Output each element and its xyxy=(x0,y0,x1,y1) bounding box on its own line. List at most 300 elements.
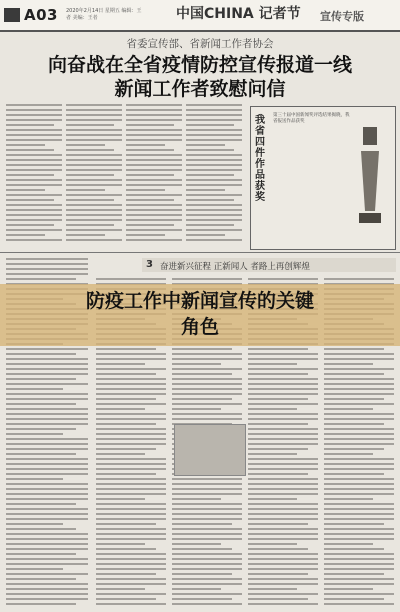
text-line xyxy=(126,224,174,226)
text-line xyxy=(186,224,234,226)
text-line xyxy=(172,498,221,500)
text-line xyxy=(172,583,242,585)
text-line xyxy=(248,433,318,435)
text-line xyxy=(172,478,242,480)
text-line xyxy=(172,393,242,395)
text-line xyxy=(96,523,156,525)
text-line xyxy=(248,548,308,550)
text-line xyxy=(248,348,308,350)
text-line xyxy=(172,388,242,390)
text-line xyxy=(248,448,308,450)
text-line xyxy=(172,353,242,355)
text-line xyxy=(126,104,182,106)
text-line xyxy=(6,219,62,221)
text-line xyxy=(126,109,182,111)
text-line xyxy=(324,398,384,400)
text-line xyxy=(324,388,394,390)
text-line xyxy=(6,538,88,540)
text-line xyxy=(96,508,166,510)
text-line xyxy=(248,523,308,525)
text-line xyxy=(6,229,62,231)
text-line xyxy=(324,528,394,530)
text-line xyxy=(6,363,88,365)
text-line xyxy=(186,189,225,191)
text-line xyxy=(248,558,318,560)
text-line xyxy=(172,513,242,515)
text-line xyxy=(126,149,174,151)
text-line xyxy=(324,278,394,280)
text-line xyxy=(6,388,63,390)
text-line xyxy=(324,488,394,490)
text-line xyxy=(6,393,88,395)
text-line xyxy=(6,518,88,520)
text-line xyxy=(66,134,122,136)
text-line xyxy=(96,408,145,410)
text-line xyxy=(186,159,242,161)
text-column xyxy=(66,104,122,248)
text-line xyxy=(6,408,88,410)
text-line xyxy=(6,488,88,490)
text-line xyxy=(6,383,88,385)
text-line xyxy=(172,368,242,370)
text-line xyxy=(172,483,242,485)
text-line xyxy=(126,214,182,216)
text-line xyxy=(248,528,318,530)
text-line xyxy=(6,358,88,360)
text-line xyxy=(126,229,182,231)
text-line xyxy=(172,348,232,350)
text-line xyxy=(6,154,62,156)
text-line xyxy=(248,398,308,400)
text-line xyxy=(126,184,182,186)
text-line xyxy=(66,119,122,121)
text-line xyxy=(172,493,242,495)
text-line xyxy=(324,368,394,370)
text-line xyxy=(248,598,308,600)
text-line xyxy=(96,438,166,440)
text-line xyxy=(6,109,62,111)
text-line xyxy=(96,483,166,485)
text-line xyxy=(96,388,166,390)
text-line xyxy=(126,199,174,201)
text-line xyxy=(6,458,88,460)
text-line xyxy=(248,278,318,280)
text-line xyxy=(96,383,166,385)
text-line xyxy=(96,548,156,550)
text-line xyxy=(6,378,76,380)
text-line xyxy=(96,488,166,490)
text-line xyxy=(66,139,122,141)
text-line xyxy=(248,353,318,355)
text-line xyxy=(96,393,166,395)
text-line xyxy=(6,263,88,265)
text-line xyxy=(66,129,122,131)
text-line xyxy=(6,523,63,525)
text-line xyxy=(6,398,88,400)
text-line xyxy=(324,593,394,595)
text-line xyxy=(172,558,242,560)
notice-title: 我省四件作品获奖 xyxy=(255,115,265,203)
text-line xyxy=(6,169,62,171)
text-line xyxy=(6,204,62,206)
text-line xyxy=(66,164,122,166)
text-line xyxy=(126,179,182,181)
text-line xyxy=(66,204,122,206)
text-line xyxy=(66,179,122,181)
text-line xyxy=(324,373,384,375)
text-line xyxy=(66,214,122,216)
text-line xyxy=(126,239,182,241)
text-line xyxy=(324,473,384,475)
text-line xyxy=(324,603,394,605)
text-line xyxy=(172,398,232,400)
text-line xyxy=(248,458,318,460)
text-line xyxy=(324,428,394,430)
text-line xyxy=(172,518,242,520)
text-line xyxy=(6,418,88,420)
text-line xyxy=(324,383,394,385)
text-line xyxy=(172,563,242,565)
text-line xyxy=(186,109,242,111)
overlay-title-line-2: 角色 xyxy=(180,316,219,338)
text-line xyxy=(248,363,297,365)
article-headline-line-2: 新闻工作者致慰问信 xyxy=(114,78,286,100)
text-line xyxy=(6,139,62,141)
text-line xyxy=(6,438,88,440)
text-line xyxy=(248,588,297,590)
text-line xyxy=(172,378,242,380)
text-line xyxy=(248,468,318,470)
text-line xyxy=(96,398,156,400)
text-line xyxy=(248,538,318,540)
text-line xyxy=(324,558,394,560)
text-line xyxy=(6,428,76,430)
overlay-banner xyxy=(0,284,400,346)
text-line xyxy=(186,239,242,241)
text-line xyxy=(324,458,394,460)
text-line xyxy=(6,583,88,585)
text-line xyxy=(172,593,242,595)
text-line xyxy=(6,353,76,355)
text-line xyxy=(96,278,166,280)
text-line xyxy=(96,588,145,590)
text-line xyxy=(248,508,318,510)
text-line xyxy=(66,229,122,231)
text-line xyxy=(324,418,394,420)
text-line xyxy=(248,543,297,545)
text-line xyxy=(66,109,122,111)
second-article-headline xyxy=(142,258,396,272)
text-line xyxy=(248,503,318,505)
text-line xyxy=(66,114,122,116)
text-line xyxy=(6,194,62,196)
text-line xyxy=(96,463,166,465)
text-line xyxy=(248,368,318,370)
text-line xyxy=(6,209,62,211)
text-line xyxy=(248,418,318,420)
text-line xyxy=(248,488,318,490)
second-article-number: 3 xyxy=(146,259,153,270)
text-line xyxy=(324,563,394,565)
text-line xyxy=(324,548,384,550)
article-headline-line-1: 向奋战在全省疫情防控宣传报道一线 xyxy=(47,54,352,76)
text-line xyxy=(6,528,76,530)
text-line xyxy=(6,224,54,226)
text-line xyxy=(248,378,318,380)
text-line xyxy=(186,114,242,116)
text-line xyxy=(172,383,242,385)
text-line xyxy=(186,104,242,106)
text-line xyxy=(248,403,318,405)
text-line xyxy=(96,468,166,470)
text-line xyxy=(6,503,76,505)
masthead xyxy=(0,0,400,32)
text-line xyxy=(6,179,62,181)
text-line xyxy=(96,458,166,460)
text-line xyxy=(6,543,88,545)
text-line xyxy=(126,134,182,136)
text-line xyxy=(6,114,62,116)
text-line xyxy=(96,598,156,600)
text-line xyxy=(324,423,384,425)
text-line xyxy=(186,164,242,166)
text-line xyxy=(126,139,182,141)
text-line xyxy=(6,403,76,405)
text-line xyxy=(6,368,88,370)
text-line xyxy=(6,134,62,136)
text-column xyxy=(6,104,62,248)
text-line xyxy=(96,373,156,375)
award-notice-box xyxy=(250,106,396,250)
text-line xyxy=(66,149,114,151)
text-line xyxy=(126,114,182,116)
text-line xyxy=(66,194,122,196)
text-line xyxy=(172,408,221,410)
text-line xyxy=(66,124,114,126)
text-line xyxy=(248,453,297,455)
text-line xyxy=(248,478,318,480)
text-line xyxy=(96,533,166,535)
text-line xyxy=(126,204,182,206)
text-line xyxy=(248,518,318,520)
text-line xyxy=(6,214,62,216)
text-line xyxy=(324,518,394,520)
text-line xyxy=(248,573,308,575)
text-line xyxy=(324,498,373,500)
text-line xyxy=(324,403,394,405)
text-line xyxy=(126,144,165,146)
text-line xyxy=(248,603,318,605)
text-line xyxy=(248,553,318,555)
text-line xyxy=(186,184,242,186)
text-line xyxy=(6,234,45,236)
text-line xyxy=(96,448,156,450)
text-line xyxy=(248,383,318,385)
text-line xyxy=(324,448,384,450)
text-line xyxy=(66,209,122,211)
text-line xyxy=(324,573,384,575)
text-line xyxy=(186,199,234,201)
text-line xyxy=(6,603,76,605)
text-line xyxy=(324,483,394,485)
text-line xyxy=(96,528,166,530)
text-line xyxy=(248,568,318,570)
date-line: 2020年2月14日 星期五 编辑：王者 美编：王者 xyxy=(66,8,142,21)
text-line xyxy=(324,533,394,535)
text-line xyxy=(324,378,394,380)
overlay-title-line-1: 防疫工作中新闻宣传的关键 xyxy=(85,290,314,312)
text-line xyxy=(96,413,166,415)
text-line xyxy=(96,578,166,580)
text-line xyxy=(248,413,318,415)
second-article-title: 奋进新兴征程 正新闻人 者路上再创辉煌 xyxy=(160,262,310,272)
text-line xyxy=(6,493,88,495)
text-line xyxy=(324,513,394,515)
text-line xyxy=(324,493,394,495)
text-column xyxy=(126,104,182,248)
text-line xyxy=(186,144,225,146)
text-line xyxy=(172,573,232,575)
text-line xyxy=(126,164,182,166)
text-line xyxy=(172,528,242,530)
text-line xyxy=(66,224,114,226)
text-line xyxy=(248,563,318,565)
section-name: 宣传专版 xyxy=(320,10,364,23)
text-line xyxy=(126,209,182,211)
text-line xyxy=(172,598,232,600)
text-line xyxy=(248,358,318,360)
text-line xyxy=(324,543,373,545)
text-line xyxy=(186,209,242,211)
text-line xyxy=(324,438,394,440)
text-line xyxy=(248,578,318,580)
text-line xyxy=(66,104,122,106)
text-line xyxy=(6,533,88,535)
text-line xyxy=(126,174,174,176)
text-line xyxy=(248,408,297,410)
text-line xyxy=(66,144,105,146)
text-line xyxy=(96,518,166,520)
text-line xyxy=(248,443,318,445)
text-line xyxy=(248,438,318,440)
text-line xyxy=(172,503,242,505)
text-line xyxy=(6,433,63,435)
text-line xyxy=(6,104,62,106)
text-line xyxy=(96,568,166,570)
text-line xyxy=(96,478,166,480)
text-line xyxy=(186,169,242,171)
text-line xyxy=(96,378,166,380)
text-line xyxy=(6,563,88,565)
text-line xyxy=(324,413,394,415)
text-line xyxy=(248,373,308,375)
text-line xyxy=(172,533,242,535)
text-line xyxy=(324,523,384,525)
text-line xyxy=(66,189,105,191)
text-line xyxy=(6,144,45,146)
text-line xyxy=(324,348,384,350)
text-line xyxy=(6,373,88,375)
text-line xyxy=(6,348,88,350)
text-line xyxy=(66,199,114,201)
text-line xyxy=(6,159,62,161)
text-line xyxy=(96,368,166,370)
text-line xyxy=(186,194,242,196)
text-line xyxy=(172,523,232,525)
text-line xyxy=(186,174,234,176)
text-line xyxy=(248,473,308,475)
text-line xyxy=(96,583,166,585)
text-line xyxy=(66,184,122,186)
text-line xyxy=(66,174,114,176)
text-line xyxy=(6,199,54,201)
text-line xyxy=(6,508,88,510)
text-line xyxy=(96,428,166,430)
text-line xyxy=(126,129,182,131)
text-line xyxy=(6,119,62,121)
text-line xyxy=(172,548,232,550)
text-line xyxy=(6,453,76,455)
text-line xyxy=(186,234,225,236)
text-line xyxy=(324,588,373,590)
text-line xyxy=(96,358,166,360)
text-line xyxy=(6,448,88,450)
text-line xyxy=(6,593,88,595)
text-line xyxy=(186,149,234,151)
text-line xyxy=(324,408,373,410)
text-line xyxy=(186,134,242,136)
text-line xyxy=(126,234,165,236)
award-trophy-icon xyxy=(355,121,385,231)
text-line xyxy=(6,149,54,151)
text-line xyxy=(6,468,88,470)
text-line xyxy=(96,558,166,560)
text-line xyxy=(6,463,88,465)
text-line xyxy=(248,393,318,395)
text-line xyxy=(126,194,182,196)
text-line xyxy=(6,268,88,270)
text-line xyxy=(6,558,88,560)
text-line xyxy=(172,578,242,580)
text-line xyxy=(186,219,242,221)
page-marker-icon xyxy=(4,8,20,22)
text-line xyxy=(172,603,242,605)
text-line xyxy=(66,239,122,241)
text-line xyxy=(6,473,88,475)
text-line xyxy=(172,403,242,405)
text-line xyxy=(172,358,242,360)
text-line xyxy=(6,578,76,580)
text-line xyxy=(96,538,166,540)
text-line xyxy=(324,358,394,360)
text-line xyxy=(324,363,373,365)
text-line xyxy=(6,483,88,485)
text-line xyxy=(6,278,76,280)
text-line xyxy=(172,538,242,540)
text-line xyxy=(6,553,76,555)
text-line xyxy=(126,159,182,161)
text-line xyxy=(324,393,394,395)
text-line xyxy=(96,363,145,365)
text-line xyxy=(96,433,166,435)
text-line xyxy=(172,488,242,490)
text-line xyxy=(96,503,166,505)
text-line xyxy=(6,273,88,275)
text-line xyxy=(126,189,165,191)
text-line xyxy=(324,463,394,465)
text-line xyxy=(96,473,156,475)
text-line xyxy=(6,568,63,570)
